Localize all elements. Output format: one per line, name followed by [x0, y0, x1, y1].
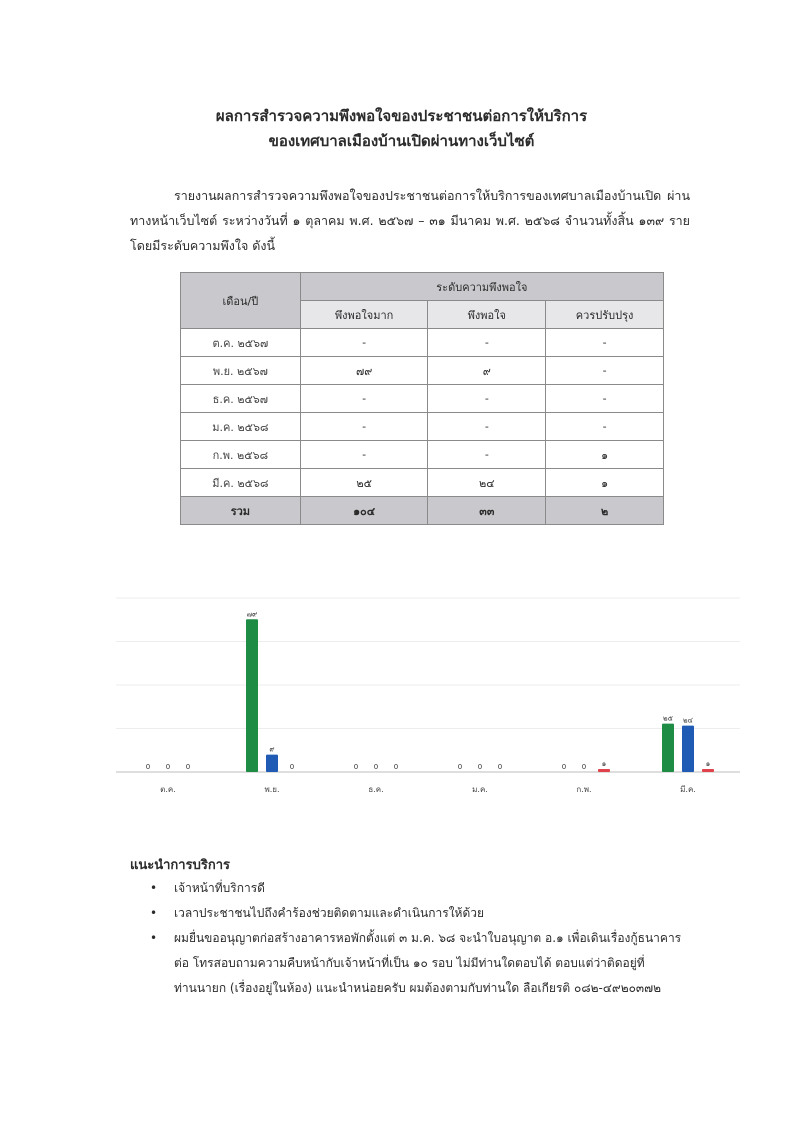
value-cell: ๙	[428, 357, 546, 385]
data-label: 0	[165, 763, 171, 771]
recommend-heading: แนะนำการบริการ	[130, 858, 230, 873]
month-cell: ม.ค. ๒๕๖๘	[181, 413, 301, 441]
recommend-line: เจ้าหน้าที่บริการดี	[174, 881, 265, 895]
data-label: 0	[353, 763, 359, 771]
total-cell: ๓๓	[428, 497, 546, 525]
total-label: รวม	[181, 497, 301, 525]
total-cell: ๒	[546, 497, 664, 525]
value-cell: -	[300, 385, 428, 413]
month-cell: ก.พ. ๒๕๖๘	[181, 441, 301, 469]
table-row	[181, 441, 664, 469]
satisfaction-table	[180, 272, 664, 525]
data-label: 0	[185, 763, 191, 771]
bar	[682, 726, 694, 772]
x-tick-label: ม.ค.	[472, 785, 488, 794]
table-row	[181, 469, 664, 497]
column-header: ควรปรับปรุง	[546, 301, 664, 329]
list-item	[130, 926, 710, 1001]
data-label: 0	[457, 763, 463, 771]
recommend-line: ผมยื่นขออนุญาตก่อสร้างอาคารหอพักตั้งแต่ ๓ ม.ค. ๖๘ จะนำใบอนุญาต อ.๑ เพื่อเดินเรื่องกู้ธนาคาร	[174, 931, 682, 945]
bullet-icon: •	[150, 881, 158, 895]
value-cell: ๒๕	[300, 469, 428, 497]
bar	[598, 769, 610, 772]
data-label: 0	[373, 763, 379, 771]
intro-text: รายงานผลการสำรวจความพึงพอใจของประชาชนต่อการให้บริการของเทศบาลเมืองบ้านเปิด ผ่านทางหน้าเว็บไซต์ ระหว่างวันที่ ๑ ตุลาคม พ.ศ. ๒๕๖๗ – ๓๑ มีนาคม พ.ศ. ๒๕๖๘ จำนวนทั้งสิ้น ๑๓๙ ราย โดยมีระดับความพึงใจ ดังนี้	[130, 188, 690, 253]
data-label: ๗๙	[246, 610, 258, 619]
value-cell: -	[428, 413, 546, 441]
data-label: 0	[289, 763, 295, 771]
value-cell: ๑	[546, 441, 664, 469]
x-tick-label: ธ.ค.	[368, 785, 384, 794]
value-cell: -	[300, 329, 428, 357]
total-cell: ๑๐๔	[300, 497, 428, 525]
data-label: ๒๕	[663, 714, 673, 723]
month-cell: พ.ย. ๒๕๖๗	[181, 357, 301, 385]
x-tick-label: พ.ย.	[264, 785, 280, 794]
table-row	[181, 413, 664, 441]
title-line-2: ของเทศบาลเมืองบ้านเปิดผ่านทางเว็บไซต์	[268, 132, 535, 150]
value-cell: -	[546, 413, 664, 441]
data-label: 0	[145, 763, 151, 771]
bar	[246, 619, 258, 772]
table-row	[181, 357, 664, 385]
x-tick-label: มี.ค.	[680, 785, 696, 794]
data-label: 0	[561, 763, 567, 771]
table-row	[181, 329, 664, 357]
value-cell: -	[300, 441, 428, 469]
value-cell: ๑	[546, 469, 664, 497]
month-cell: มี.ค. ๒๕๖๘	[181, 469, 301, 497]
month-header: เดือน/ปี	[181, 273, 301, 329]
page-title	[0, 104, 803, 154]
list-item	[130, 901, 710, 926]
recommend-line: เวลาประชาชนไปถึงคำร้องช่วยติดตามและดำเนินการให้ด้วย	[174, 906, 485, 920]
bar	[266, 755, 278, 772]
data-label: 0	[477, 763, 483, 771]
level-header: ระดับความพึงพอใจ	[300, 273, 663, 301]
bullet-icon: •	[150, 906, 158, 920]
data-label: 0	[497, 763, 503, 771]
x-tick-label: ต.ค.	[160, 785, 176, 794]
data-label: ๒๔	[683, 716, 693, 725]
data-label: ๙	[269, 745, 275, 754]
bar	[662, 724, 674, 772]
month-cell: ต.ค. ๒๕๖๗	[181, 329, 301, 357]
value-cell: -	[546, 357, 664, 385]
month-cell: ธ.ค. ๒๕๖๗	[181, 385, 301, 413]
value-cell: ๗๙	[300, 357, 428, 385]
recommend-line: ต่อ โทรสอบถามความคืบหน้ากับเจ้าหน้าที่เป็น ๑๐ รอบ ไม่มีท่านใดตอบได้ ตอบแต่ว่าติดอยู่ที่	[174, 956, 645, 970]
column-header: พึงพอใจ	[428, 301, 546, 329]
value-cell: -	[546, 329, 664, 357]
value-cell: -	[428, 329, 546, 357]
data-label: ๑	[705, 760, 711, 768]
intro-paragraph	[130, 183, 690, 258]
bar	[702, 769, 714, 772]
column-header: พึงพอใจมาก	[300, 301, 428, 329]
value-cell: -	[546, 385, 664, 413]
list-item	[130, 876, 710, 901]
value-cell: -	[428, 441, 546, 469]
table-row	[181, 385, 664, 413]
title-line-1: ผลการสำรวจความพึงพอใจของประชาชนต่อการให้บริการ	[215, 107, 588, 125]
value-cell: ๒๔	[428, 469, 546, 497]
recommend-line: ท่านนายก (เรื่องอยู่ในห้อง) แนะนำหน่อยครับ ผมต้องตามกับท่านใด ลือเกียรติ ๐๘๒-๔๙๒๐๓๗๒	[174, 981, 662, 995]
data-label: 0	[393, 763, 399, 771]
data-label: ๑	[601, 760, 607, 768]
value-cell: -	[428, 385, 546, 413]
satisfaction-bar-chart	[110, 588, 750, 808]
value-cell: -	[300, 413, 428, 441]
data-label: 0	[581, 763, 587, 771]
bullet-icon: •	[150, 931, 158, 945]
total-row	[181, 497, 664, 525]
x-tick-label: ก.พ.	[576, 785, 592, 794]
recommend-list	[130, 876, 710, 1001]
